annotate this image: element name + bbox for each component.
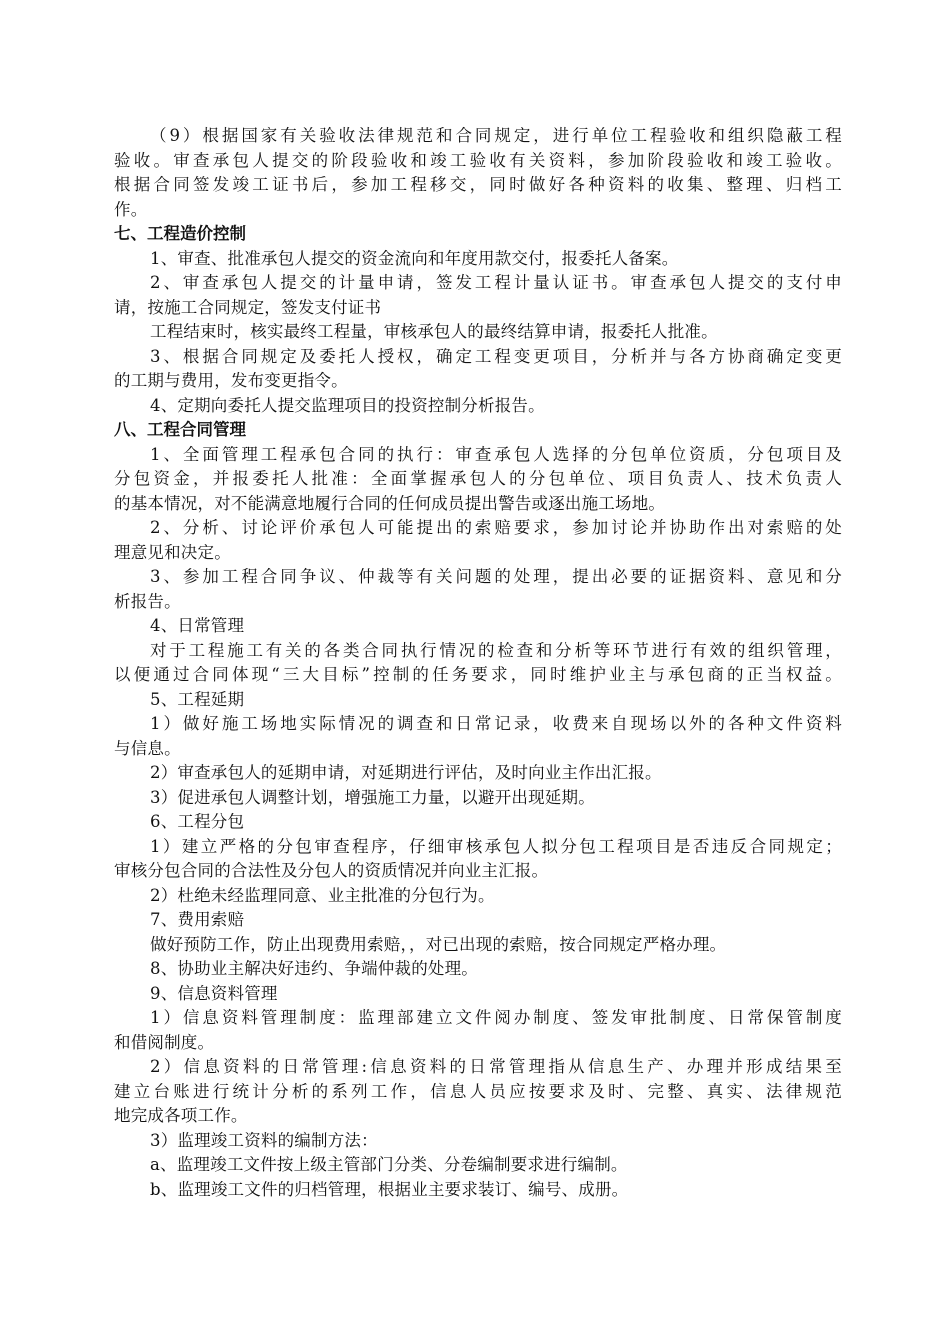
text-line: 5、工程延期 [150, 689, 245, 709]
text-line: 4、日常管理 [150, 616, 245, 635]
text-line: 的工期与费用，发布变更指令。 [114, 371, 348, 390]
text-line: 析报告。 [114, 591, 181, 611]
text-line: 1）建立严格的分包审查程序，仔细审核承包人拟分包工程项目是否违反合同规定； [150, 836, 842, 856]
document-page [114, 124, 842, 1202]
text-line: a、监理竣工文件按上级主管部门分类、分卷编制要求进行编制。 [150, 1155, 628, 1174]
text-line: 3、根据合同规定及委托人授权，确定工程变更项目，分析并与各方协商确定变更 [150, 346, 842, 366]
text-line: 的基本情况，对不能满意地履行合同的任何成员提出警告或逐出施工场地。 [114, 493, 666, 513]
text-line: 1）信息资料管理制度：监理部建立文件阅办制度、签发审批制度、日常保管制度 [150, 1008, 842, 1027]
text-line: 与信息。 [114, 738, 181, 758]
text-line: 请，按施工合同规定，签发支付证书 [114, 297, 382, 317]
text-line: 工程结束时，核实最终工程量，审核承包人的最终结算申请，报委托人批准。 [150, 322, 718, 341]
section-heading: 八、工程合同管理 [114, 420, 246, 439]
text-line: 作。 [114, 199, 148, 219]
text-line: 做好预防工作，防止出现费用索赔，，对已出现的索赔，按合同规定严格办理。 [150, 934, 727, 954]
text-line: 验收。审查承包人提交的阶段验收和竣工验收有关资料，参加阶段验收和竣工验收。 [114, 150, 842, 170]
text-line: 1、审查、批准承包人提交的资金流向和年度用款交付，报委托人备案。 [150, 248, 679, 268]
text-line: 3）监理竣工资料的编制方法： [150, 1130, 378, 1150]
text-line: 分包资金，并报委托人批准：全面掌握承包人的分包单位、项目负责人、技术负责人 [114, 469, 842, 488]
text-line: 2、审查承包人提交的计量申请，签发工程计量认证书。审查承包人提交的支付申 [150, 273, 842, 292]
text-line: 建立台账进行统计分析的系列工作，信息人员应按要求及时、完整、真实、法律规范 [114, 1081, 842, 1101]
text-line: 1、全面管理工程承包合同的执行：审查承包人选择的分包单位资质，分包项目及 [150, 444, 842, 464]
text-line: 对于工程施工有关的各类合同执行情况的检查和分析等环节进行有效的组织管理， [150, 640, 842, 660]
text-line: 2）审查承包人的延期申请，对延期进行评估，及时向业主作出汇报。 [150, 763, 662, 782]
text-line: （9）根据国家有关验收法律规范和合同规定，进行单位工程验收和组织隐蔽工程 [150, 126, 842, 145]
text-line: 审核分包合同的合法性及分包人的资质情况并向业主汇报。 [114, 861, 549, 880]
text-line: 3）促进承包人调整计划，增强施工力量，以避开出现延期。 [150, 787, 595, 807]
text-line: 4、定期向委托人提交监理项目的投资控制分析报告。 [150, 395, 545, 415]
text-line: b、监理竣工文件的归档管理，根据业主要求装订、编号、成册。 [150, 1179, 629, 1199]
text-line: 理意见和决定。 [114, 542, 231, 562]
text-line: 根据合同签发竣工证书后，参加工程移交，同时做好各种资料的收集、整理、归档工 [114, 175, 842, 194]
text-line: 和借阅制度。 [114, 1032, 215, 1052]
text-line: 9、信息资料管理 [150, 983, 278, 1003]
text-line: 地完成各项工作。 [114, 1106, 248, 1125]
text-line: 1）做好施工场地实际情况的调查和日常记录，收费来自现场以外的各种文件资料 [150, 714, 842, 733]
section-heading: 七、工程造价控制 [114, 224, 246, 243]
text-line: 7、费用索赔 [150, 910, 245, 929]
text-line: 2、分析、讨论评价承包人可能提出的索赔要求，参加讨论并协助作出对索赔的处 [150, 518, 842, 537]
text-line: 8、协助业主解决好违约、争端仲裁的处理。 [150, 959, 478, 978]
text-line: 以便通过合同体现“三大目标”控制的任务要求，同时维护业主与承包商的正当权益。 [114, 665, 842, 684]
text-line: 2）信息资料的日常管理:信息资料的日常管理指从信息生产、办理并形成结果至 [150, 1057, 842, 1076]
text-line: 3、参加工程合同争议、仲裁等有关问题的处理，提出必要的证据资料、意见和分 [150, 567, 842, 586]
text-line: 2）杜绝未经监理同意、业主批准的分包行为。 [150, 885, 495, 905]
text-line: 6、工程分包 [150, 812, 245, 831]
